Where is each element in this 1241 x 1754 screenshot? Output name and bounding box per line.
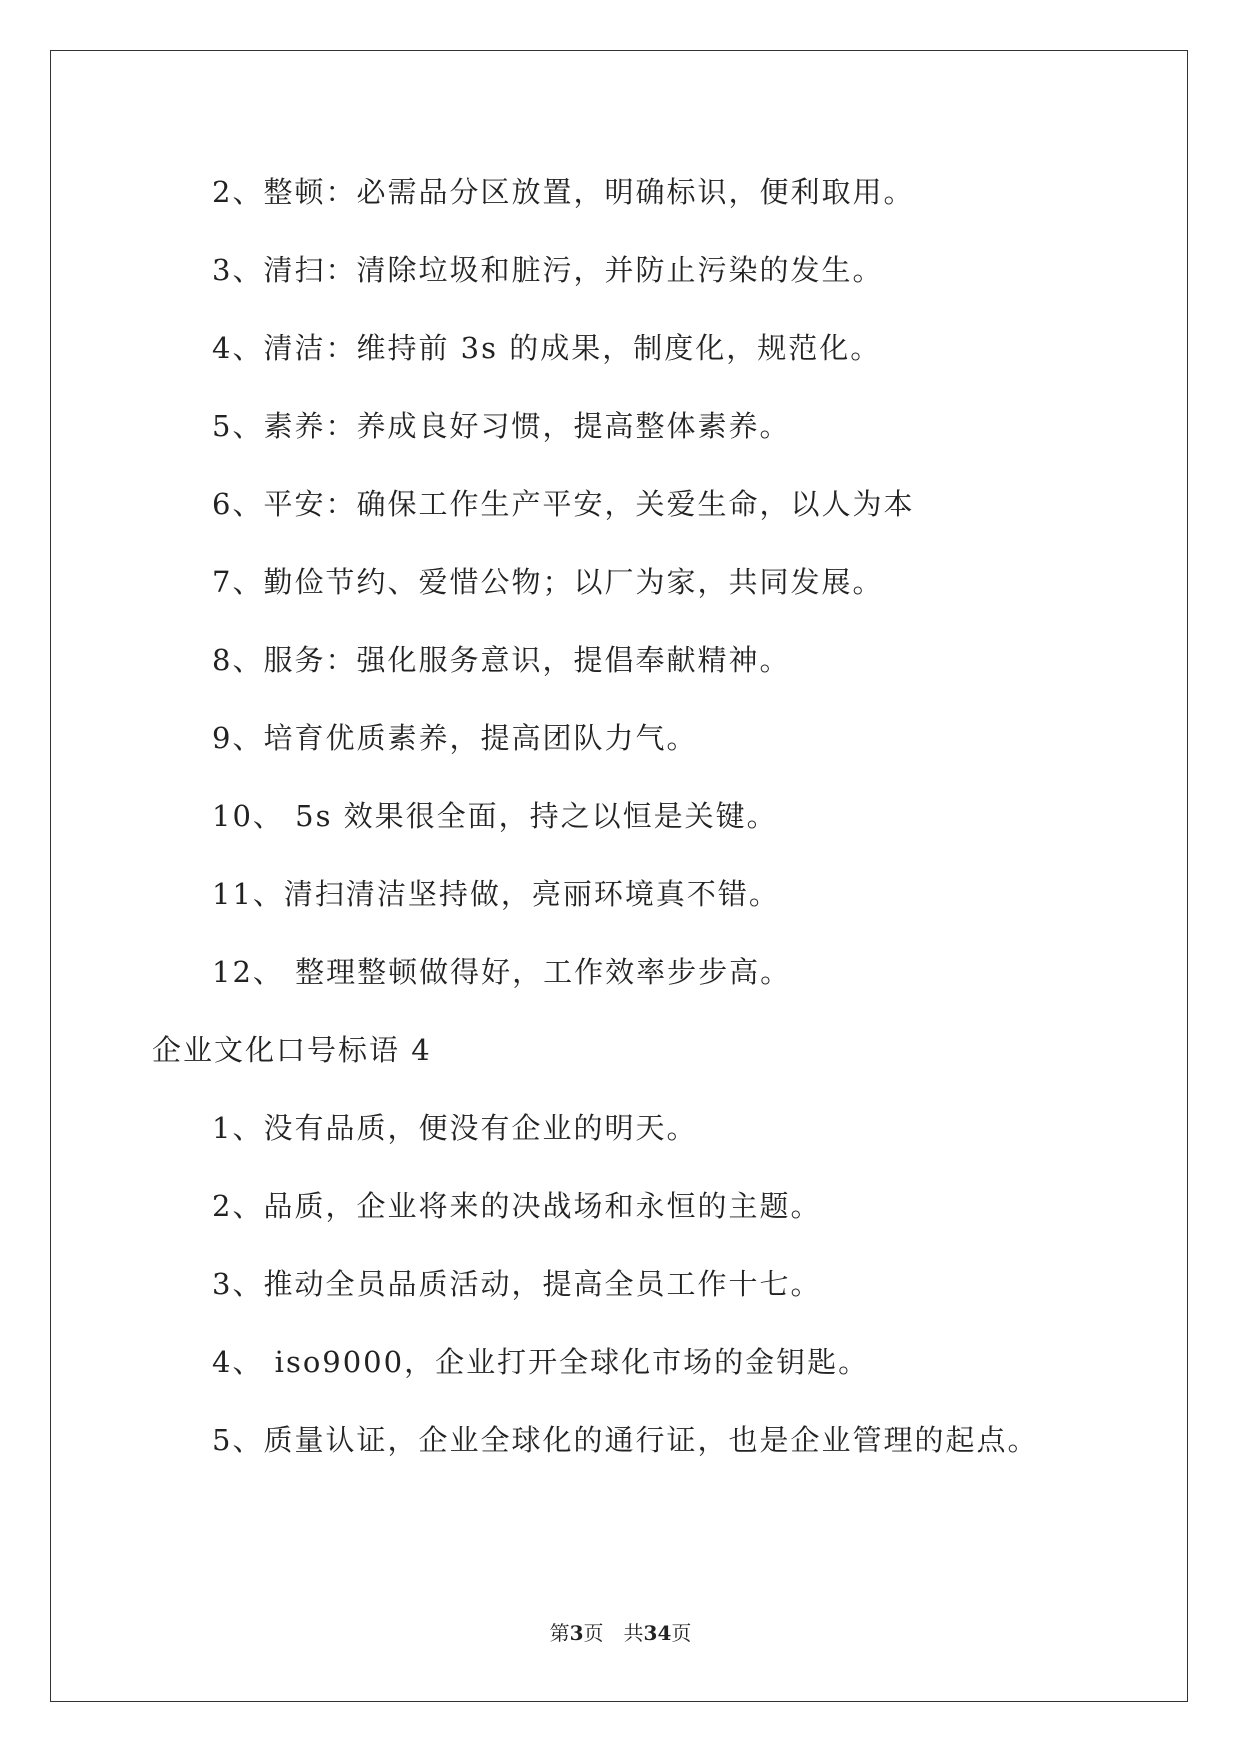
section-title: 企业文化口号标语 4 (152, 1033, 432, 1067)
list-item: 5、质量认证，企业全球化的通行证，也是企业管理的起点。 (212, 1423, 1039, 1457)
list-item: 11、清扫清洁坚持做，亮丽环境真不错。 (212, 877, 780, 911)
current-page-number: 3 (569, 1621, 584, 1645)
footer-prefix: 第 (549, 1621, 570, 1645)
list-item: 6、平安：确保工作生产平安，关爱生命，以人为本 (212, 487, 915, 521)
list-item: 10、 5s 效果很全面，持之以恒是关键。 (212, 799, 778, 833)
footer-middle: 页 共 (583, 1621, 644, 1645)
list-item: 1、没有品质，便没有企业的明天。 (212, 1111, 698, 1145)
page-footer (0, 1620, 1241, 1646)
list-item: 4、清洁：维持前 3s 的成果，制度化，规范化。 (212, 331, 882, 365)
footer-suffix: 页 (671, 1621, 692, 1645)
list-item: 3、推动全员品质活动，提高全员工作十七。 (212, 1267, 822, 1301)
list-item: 12、 整理整顿做得好，工作效率步步高。 (212, 955, 792, 989)
list-item: 3、清扫：清除垃圾和脏污，并防止污染的发生。 (212, 253, 884, 287)
list-item: 7、勤俭节约、爱惜公物；以厂为家，共同发展。 (212, 565, 884, 599)
total-pages-number: 34 (643, 1621, 672, 1645)
list-item: 5、素养：养成良好习惯，提高整体素养。 (212, 409, 791, 443)
list-item: 2、品质，企业将来的决战场和永恒的主题。 (212, 1189, 822, 1223)
list-item: 9、培育优质素养，提高团队力气。 (212, 721, 698, 755)
list-item: 4、 iso9000，企业打开全球化市场的金钥匙。 (212, 1345, 870, 1379)
list-item: 2、整顿：必需品分区放置，明确标识，便利取用。 (212, 175, 915, 209)
list-item: 8、服务：强化服务意识，提倡奉献精神。 (212, 643, 791, 677)
